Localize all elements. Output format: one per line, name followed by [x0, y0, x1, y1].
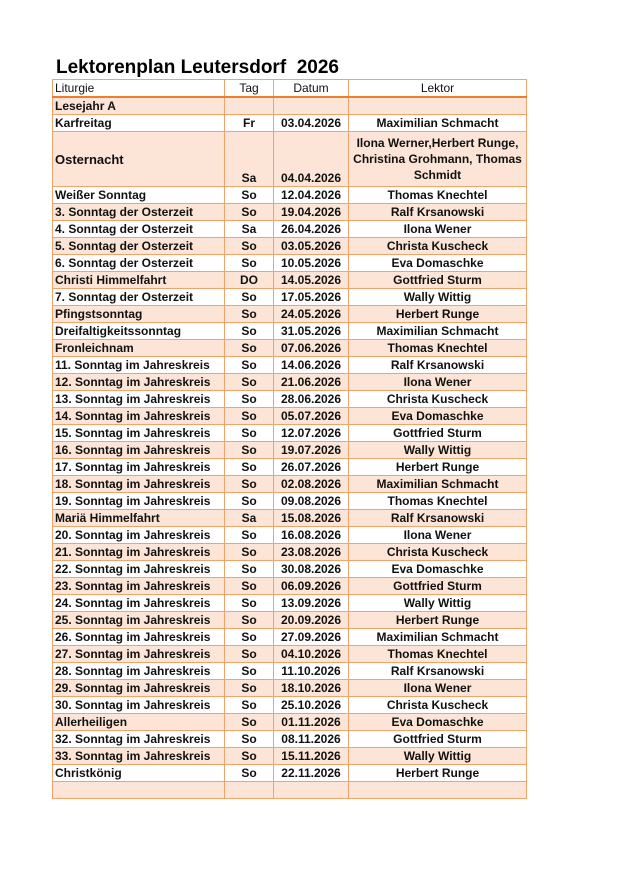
table-row: [53, 629, 527, 646]
cell-tag: So: [225, 663, 274, 680]
cell-liturgie: 33. Sonntag im Jahreskreis: [53, 748, 225, 765]
table-row: [53, 493, 527, 510]
cell-tag: So: [225, 425, 274, 442]
cell-liturgie: 22. Sonntag im Jahreskreis: [53, 561, 225, 578]
cell-liturgie: 16. Sonntag im Jahreskreis: [53, 442, 225, 459]
cell-liturgie: Allerheiligen: [53, 714, 225, 731]
cell-tag: So: [225, 697, 274, 714]
table-row: [53, 748, 527, 765]
table-body: [53, 97, 527, 799]
cell-datum: 15.08.2026: [274, 510, 349, 527]
cell-lektor: Herbert Runge: [349, 306, 527, 323]
cell-lektor: Christa Kuscheck: [349, 544, 527, 561]
cell-lektor: Thomas Knechtel: [349, 646, 527, 663]
cell-datum: 04.10.2026: [274, 646, 349, 663]
table-row: [53, 765, 527, 782]
cell-tag: So: [225, 748, 274, 765]
table-row: [53, 476, 527, 493]
table-row: [53, 357, 527, 374]
cell-tag: So: [225, 442, 274, 459]
cell-lektor: Eva Domaschke: [349, 255, 527, 272]
cell-lektor: Ralf Krsanowski: [349, 357, 527, 374]
cell-liturgie: 26. Sonntag im Jahreskreis: [53, 629, 225, 646]
cell-lektor: Gottfried Sturm: [349, 425, 527, 442]
table-row: [53, 374, 527, 391]
cell-datum: 07.06.2026: [274, 340, 349, 357]
cell-datum: 16.08.2026: [274, 527, 349, 544]
table-row: [53, 578, 527, 595]
table-row: [53, 255, 527, 272]
cell-tag: So: [225, 357, 274, 374]
table-row: [53, 646, 527, 663]
cell-liturgie: Lesejahr A: [53, 97, 225, 115]
cell-datum: 26.04.2026: [274, 221, 349, 238]
cell-tag: So: [225, 374, 274, 391]
cell-liturgie: [53, 782, 225, 799]
cell-lektor: [349, 97, 527, 115]
cell-lektor: Wally Wittig: [349, 595, 527, 612]
cell-datum: 25.10.2026: [274, 697, 349, 714]
cell-liturgie: 18. Sonntag im Jahreskreis: [53, 476, 225, 493]
cell-datum: 09.08.2026: [274, 493, 349, 510]
cell-datum: 31.05.2026: [274, 323, 349, 340]
cell-datum: 03.05.2026: [274, 238, 349, 255]
cell-datum: 14.06.2026: [274, 357, 349, 374]
header-tag: Tag: [225, 80, 274, 98]
cell-datum: 05.07.2026: [274, 408, 349, 425]
table-row: [53, 340, 527, 357]
cell-tag: So: [225, 408, 274, 425]
cell-tag: So: [225, 561, 274, 578]
cell-liturgie: 30. Sonntag im Jahreskreis: [53, 697, 225, 714]
cell-liturgie: Osternacht: [53, 132, 225, 187]
cell-liturgie: 25. Sonntag im Jahreskreis: [53, 612, 225, 629]
cell-tag: So: [225, 187, 274, 204]
cell-liturgie: Fronleichnam: [53, 340, 225, 357]
cell-liturgie: 7. Sonntag der Osterzeit: [53, 289, 225, 306]
cell-tag: So: [225, 731, 274, 748]
cell-liturgie: 24. Sonntag im Jahreskreis: [53, 595, 225, 612]
table-row: [53, 527, 527, 544]
cell-tag: So: [225, 527, 274, 544]
cell-datum: 12.04.2026: [274, 187, 349, 204]
table-row: [53, 221, 527, 238]
cell-liturgie: Mariä Himmelfahrt: [53, 510, 225, 527]
cell-tag: So: [225, 714, 274, 731]
cell-datum: 28.06.2026: [274, 391, 349, 408]
table-row: [53, 323, 527, 340]
cell-tag: So: [225, 340, 274, 357]
cell-tag: [225, 97, 274, 115]
cell-liturgie: 28. Sonntag im Jahreskreis: [53, 663, 225, 680]
cell-datum: 03.04.2026: [274, 115, 349, 132]
header-liturgie: Liturgie: [53, 80, 225, 98]
cell-liturgie: 13. Sonntag im Jahreskreis: [53, 391, 225, 408]
table-row: [53, 714, 527, 731]
table-row: [53, 408, 527, 425]
cell-liturgie: 17. Sonntag im Jahreskreis: [53, 459, 225, 476]
cell-datum: 19.07.2026: [274, 442, 349, 459]
cell-tag: So: [225, 391, 274, 408]
cell-datum: 26.07.2026: [274, 459, 349, 476]
cell-datum: 08.11.2026: [274, 731, 349, 748]
cell-lektor: Gottfried Sturm: [349, 272, 527, 289]
cell-liturgie: Pfingstsonntag: [53, 306, 225, 323]
cell-liturgie: 27. Sonntag im Jahreskreis: [53, 646, 225, 663]
cell-lektor: Gottfried Sturm: [349, 578, 527, 595]
cell-datum: 23.08.2026: [274, 544, 349, 561]
cell-tag: [225, 782, 274, 799]
cell-datum: 20.09.2026: [274, 612, 349, 629]
cell-lektor: [349, 782, 527, 799]
cell-datum: 02.08.2026: [274, 476, 349, 493]
cell-liturgie: 11. Sonntag im Jahreskreis: [53, 357, 225, 374]
cell-tag: So: [225, 204, 274, 221]
cell-tag: So: [225, 459, 274, 476]
cell-lektor: Christa Kuscheck: [349, 697, 527, 714]
table-row: [53, 238, 527, 255]
cell-liturgie: Christkönig: [53, 765, 225, 782]
table-row: [53, 132, 527, 187]
cell-lektor: Thomas Knechtel: [349, 340, 527, 357]
cell-tag: So: [225, 646, 274, 663]
table-row: [53, 204, 527, 221]
table-row: [53, 391, 527, 408]
cell-lektor: Eva Domaschke: [349, 714, 527, 731]
table-row: [53, 544, 527, 561]
cell-tag: So: [225, 629, 274, 646]
cell-lektor: Wally Wittig: [349, 289, 527, 306]
document-title: Lektorenplan Leutersdorf 2026: [56, 57, 339, 78]
cell-lektor: Ralf Krsanowski: [349, 204, 527, 221]
cell-lektor: Ralf Krsanowski: [349, 510, 527, 527]
cell-lektor: Herbert Runge: [349, 765, 527, 782]
table-row: [53, 272, 527, 289]
cell-tag: So: [225, 238, 274, 255]
cell-lektor: Maximilian Schmacht: [349, 115, 527, 132]
cell-datum: 24.05.2026: [274, 306, 349, 323]
cell-tag: So: [225, 289, 274, 306]
cell-lektor: Maximilian Schmacht: [349, 476, 527, 493]
table-row: [53, 561, 527, 578]
cell-tag: So: [225, 544, 274, 561]
cell-datum: 19.04.2026: [274, 204, 349, 221]
cell-tag: So: [225, 323, 274, 340]
table-row: [53, 612, 527, 629]
table-row: [53, 595, 527, 612]
cell-datum: [274, 97, 349, 115]
table-header-row: [53, 80, 527, 98]
cell-lektor: Maximilian Schmacht: [349, 323, 527, 340]
cell-tag: So: [225, 765, 274, 782]
cell-datum: 17.05.2026: [274, 289, 349, 306]
cell-datum: 18.10.2026: [274, 680, 349, 697]
cell-datum: 27.09.2026: [274, 629, 349, 646]
cell-datum: 10.05.2026: [274, 255, 349, 272]
table-row: [53, 442, 527, 459]
cell-datum: [274, 782, 349, 799]
cell-datum: 11.10.2026: [274, 663, 349, 680]
table-row: [53, 697, 527, 714]
table-row: [53, 187, 527, 204]
cell-liturgie: 12. Sonntag im Jahreskreis: [53, 374, 225, 391]
cell-tag: Sa: [225, 132, 274, 187]
cell-datum: 06.09.2026: [274, 578, 349, 595]
cell-liturgie: Weißer Sonntag: [53, 187, 225, 204]
cell-datum: 13.09.2026: [274, 595, 349, 612]
cell-lektor: Ilona Werner,Herbert Runge, Christina Grohmann, Thomas Schmidt: [349, 132, 527, 187]
cell-tag: So: [225, 493, 274, 510]
table-row: [53, 731, 527, 748]
cell-datum: 21.06.2026: [274, 374, 349, 391]
cell-tag: Sa: [225, 510, 274, 527]
cell-liturgie: 3. Sonntag der Osterzeit: [53, 204, 225, 221]
table-row: [53, 306, 527, 323]
cell-lektor: Herbert Runge: [349, 459, 527, 476]
cell-liturgie: 15. Sonntag im Jahreskreis: [53, 425, 225, 442]
cell-tag: So: [225, 306, 274, 323]
table-row: [53, 289, 527, 306]
cell-liturgie: 29. Sonntag im Jahreskreis: [53, 680, 225, 697]
cell-liturgie: 20. Sonntag im Jahreskreis: [53, 527, 225, 544]
table-row: [53, 680, 527, 697]
cell-liturgie: 21. Sonntag im Jahreskreis: [53, 544, 225, 561]
cell-tag: So: [225, 578, 274, 595]
cell-lektor: Ilona Wener: [349, 527, 527, 544]
cell-datum: 12.07.2026: [274, 425, 349, 442]
cell-lektor: Herbert Runge: [349, 612, 527, 629]
cell-lektor: Eva Domaschke: [349, 561, 527, 578]
cell-tag: Fr: [225, 115, 274, 132]
cell-tag: So: [225, 595, 274, 612]
header-lektor: Lektor: [349, 80, 527, 98]
cell-tag: So: [225, 680, 274, 697]
cell-tag: Sa: [225, 221, 274, 238]
cell-liturgie: 19. Sonntag im Jahreskreis: [53, 493, 225, 510]
table-row: [53, 425, 527, 442]
cell-liturgie: 5. Sonntag der Osterzeit: [53, 238, 225, 255]
cell-tag: So: [225, 612, 274, 629]
cell-tag: DO: [225, 272, 274, 289]
cell-lektor: Thomas Knechtel: [349, 493, 527, 510]
header-datum: Datum: [274, 80, 349, 98]
cell-tag: So: [225, 255, 274, 272]
cell-liturgie: 14. Sonntag im Jahreskreis: [53, 408, 225, 425]
cell-tag: So: [225, 476, 274, 493]
cell-lektor: Christa Kuscheck: [349, 391, 527, 408]
cell-lektor: Thomas Knechtel: [349, 187, 527, 204]
cell-lektor: Maximilian Schmacht: [349, 629, 527, 646]
cell-lektor: Ralf Krsanowski: [349, 663, 527, 680]
cell-liturgie: Christi Himmelfahrt: [53, 272, 225, 289]
cell-lektor: Gottfried Sturm: [349, 731, 527, 748]
cell-liturgie: 4. Sonntag der Osterzeit: [53, 221, 225, 238]
cell-datum: 15.11.2026: [274, 748, 349, 765]
cell-lektor: Christa Kuscheck: [349, 238, 527, 255]
section-row-lesejahr: [53, 97, 527, 115]
table-row: [53, 459, 527, 476]
cell-lektor: Ilona Wener: [349, 680, 527, 697]
table-row: [53, 663, 527, 680]
cell-datum: 04.04.2026: [274, 132, 349, 187]
cell-lektor: Ilona Wener: [349, 221, 527, 238]
cell-datum: 30.08.2026: [274, 561, 349, 578]
table-row: [53, 115, 527, 132]
cell-liturgie: 23. Sonntag im Jahreskreis: [53, 578, 225, 595]
cell-datum: 22.11.2026: [274, 765, 349, 782]
cell-lektor: Eva Domaschke: [349, 408, 527, 425]
cell-liturgie: 6. Sonntag der Osterzeit: [53, 255, 225, 272]
cell-liturgie: Dreifaltigkeitssonntag: [53, 323, 225, 340]
table-row: [53, 510, 527, 527]
lektorenplan-table: [52, 79, 527, 799]
cell-liturgie: 32. Sonntag im Jahreskreis: [53, 731, 225, 748]
cell-lektor: Wally Wittig: [349, 748, 527, 765]
cell-lektor: Wally Wittig: [349, 442, 527, 459]
cell-liturgie: Karfreitag: [53, 115, 225, 132]
table-row: [53, 782, 527, 799]
cell-datum: 14.05.2026: [274, 272, 349, 289]
cell-lektor: Ilona Wener: [349, 374, 527, 391]
cell-datum: 01.11.2026: [274, 714, 349, 731]
